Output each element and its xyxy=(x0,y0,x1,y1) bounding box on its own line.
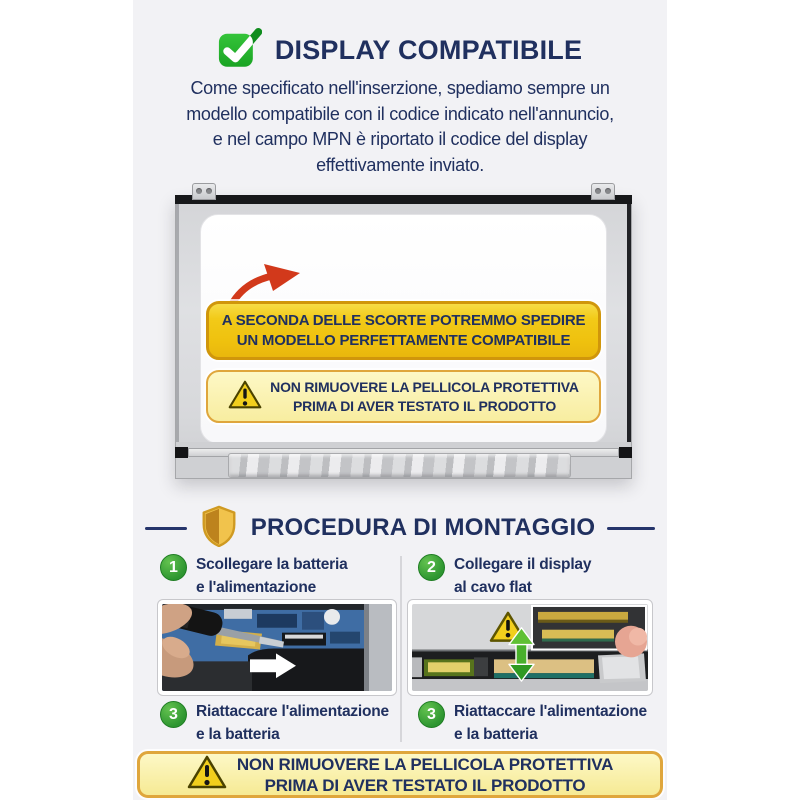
step-3-right xyxy=(418,700,647,746)
laptop-panel-image xyxy=(175,183,632,479)
stock-warning-line: A SECONDA DELLE SCORTE POTREMMO SPEDIRE xyxy=(221,311,586,329)
footer-warning-box xyxy=(137,751,663,798)
panel-corner-block xyxy=(619,447,632,458)
step-label: Riattaccare l'alimentazione xyxy=(454,703,647,720)
film-warning-line: PRIMA DI AVER TESTATO IL PRODOTTO xyxy=(292,397,557,414)
inset-connector-photo xyxy=(532,606,647,657)
photo-disconnect-battery xyxy=(157,599,397,696)
step-label: Scollegare la batteria xyxy=(196,556,348,573)
intro-paragraph xyxy=(133,76,667,178)
step-label: e la batteria xyxy=(454,726,538,743)
shield-icon xyxy=(199,505,239,552)
step-number-badge: 1 xyxy=(160,554,187,581)
intro-line: Come specificato nell'inserzione, spediamo sempre un xyxy=(190,78,610,98)
step-2 xyxy=(418,553,591,599)
photo-connect-display xyxy=(407,599,653,696)
warning-triangle-icon xyxy=(228,379,262,415)
divider-rule xyxy=(145,527,187,530)
film-warning-box xyxy=(206,370,601,423)
foil-strip xyxy=(228,453,571,478)
film-warning-line: NON RIMUOVERE LA PELLICOLA PROTETTIVA xyxy=(270,378,579,395)
step-number-badge: 3 xyxy=(160,701,187,728)
header xyxy=(133,26,667,74)
panel-top-edge xyxy=(175,195,632,204)
step-label: Collegare il display xyxy=(454,556,592,573)
panel-body xyxy=(175,197,632,479)
procedure-title: PROCEDURA DI MONTAGGIO xyxy=(250,514,596,541)
step-label: Riattaccare l'alimentazione xyxy=(196,703,389,720)
step-3-left xyxy=(160,700,389,746)
step-label: e la batteria xyxy=(196,726,280,743)
procedure-header xyxy=(133,505,667,551)
mount-bracket-icon xyxy=(591,183,615,200)
step-label: e l'alimentazione xyxy=(196,579,317,596)
footer-warning-line: PRIMA DI AVER TESTATO IL PRODOTTO xyxy=(264,775,586,795)
step-1 xyxy=(160,553,348,599)
step-label: al cavo flat xyxy=(454,579,532,596)
mount-bracket-icon xyxy=(192,183,216,200)
stock-warning-box xyxy=(206,301,601,360)
column-divider xyxy=(400,556,402,742)
step-number-badge: 2 xyxy=(418,554,445,581)
intro-line: effettivamente inviato. xyxy=(316,154,484,175)
step-number-badge: 3 xyxy=(418,701,445,728)
panel-corner-block xyxy=(175,447,188,458)
warning-triangle-icon xyxy=(187,754,227,795)
footer-warning-line: NON RIMUOVERE LA PELLICOLA PROTETTIVA xyxy=(236,754,614,774)
stock-warning-line: UN MODELLO PERFETTAMENTE COMPATIBILE xyxy=(236,331,571,349)
intro-line: modello compatibile con il codice indicato nell'annuncio, xyxy=(186,103,614,124)
divider-rule xyxy=(607,527,655,530)
check-icon xyxy=(218,27,262,73)
page-title: DISPLAY COMPATIBILE xyxy=(274,34,583,65)
panel-bottom-band xyxy=(176,442,631,478)
intro-line: e nel campo MPN è riportato il codice del display xyxy=(212,129,588,149)
